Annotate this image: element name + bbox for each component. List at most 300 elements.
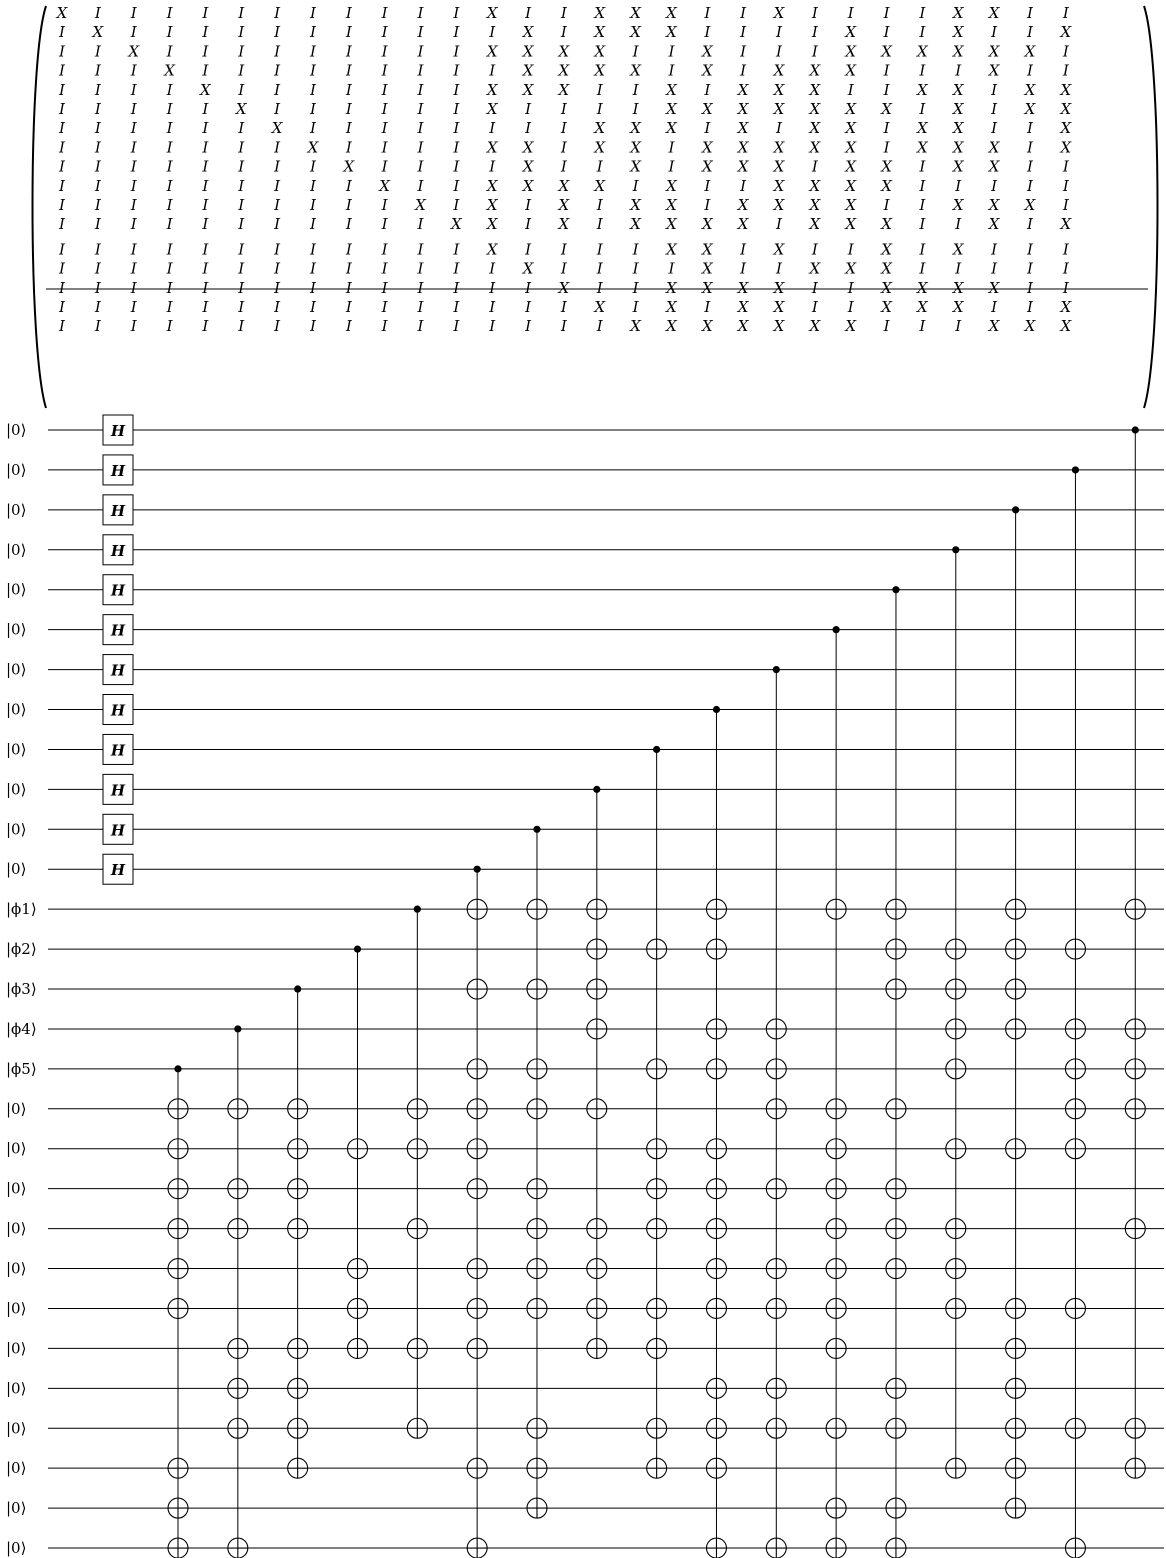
matrix-cell: I [1026, 240, 1033, 259]
matrix-cell: I [668, 157, 675, 176]
matrix-cell: I [596, 278, 603, 297]
matrix-cell: X [486, 240, 498, 259]
matrix-cell: X [522, 259, 534, 278]
matrix-cell: X [666, 100, 677, 118]
cnot-target [168, 1179, 188, 1199]
matrix-cell: X [701, 317, 713, 336]
matrix-cell: I [560, 100, 567, 118]
matrix-cell: I [94, 100, 101, 118]
cnot-target [886, 1219, 906, 1239]
cnot-target [647, 1179, 667, 1199]
matrix-cell: I [94, 317, 101, 336]
cnot-target [1006, 1458, 1026, 1478]
cnot-target [766, 1059, 786, 1079]
matrix-cell: I [202, 119, 209, 138]
matrix-cell: X [1024, 100, 1036, 118]
matrix-cell: X [737, 100, 749, 118]
matrix-cell: I [632, 100, 639, 118]
matrix-cell: X [809, 215, 821, 234]
control-dot [892, 586, 899, 593]
matrix-cell: I [166, 119, 173, 138]
matrix-cell: I [166, 196, 173, 214]
cnot-target [527, 899, 547, 919]
matrix-cell: X [988, 4, 1000, 22]
matrix-cell: X [379, 176, 390, 195]
matrix-cell: X [737, 157, 749, 176]
matrix-cell: I [417, 240, 424, 259]
matrix-cell: I [274, 4, 281, 22]
matrix-cell: I [345, 4, 352, 22]
cnot-target [288, 1338, 308, 1358]
matrix-cell: I [560, 240, 567, 259]
matrix-cell: I [489, 119, 496, 138]
wire-label: |0⟩ [6, 1259, 27, 1278]
cnot-target [1006, 1338, 1026, 1358]
cnot-target [886, 1179, 906, 1199]
matrix-cell: I [59, 240, 65, 259]
matrix-cell: X [630, 61, 641, 80]
matrix-cell: I [309, 240, 316, 259]
wire-label: |0⟩ [6, 1099, 27, 1118]
matrix-cell: I [94, 61, 101, 80]
matrix-cell: X [952, 42, 964, 61]
matrix-cell: X [988, 138, 1000, 157]
matrix-cell: I [381, 138, 388, 157]
matrix-cell: I [919, 259, 926, 278]
cnot-target [1006, 1139, 1026, 1159]
matrix-cell: I [345, 196, 352, 214]
matrix-cell: X [701, 61, 713, 80]
matrix-cell: I [955, 259, 962, 278]
matrix-cell: I [238, 119, 245, 138]
hadamard-gate-label: H [110, 861, 126, 880]
cnot-target [467, 1179, 487, 1199]
matrix-cell: X [773, 61, 785, 80]
cnot-target [1125, 1059, 1145, 1079]
matrix-cell: I [166, 42, 173, 61]
matrix-cell: I [238, 4, 245, 22]
cnot-target [706, 1139, 726, 1159]
cnot-target [467, 1298, 487, 1318]
matrix-cell: X [666, 23, 677, 42]
matrix-cell: I [59, 80, 65, 99]
matrix-cell: I [130, 138, 137, 157]
matrix-cell: I [238, 240, 245, 259]
cnot-target [527, 1219, 547, 1239]
matrix-cell: X [809, 196, 821, 214]
cnot-target [886, 1259, 906, 1279]
matrix-cell: X [952, 240, 964, 259]
matrix-cell: I [919, 317, 926, 336]
matrix-cell: I [453, 298, 460, 316]
wire-label: |ϕ5⟩ [6, 1059, 37, 1078]
matrix-cell: I [238, 196, 245, 214]
matrix-cell: X [845, 157, 857, 176]
matrix-cell: I [238, 61, 245, 80]
matrix-cell: I [1062, 278, 1069, 297]
matrix-cell: X [666, 176, 677, 195]
cnot-target [1006, 979, 1026, 999]
matrix-cell: X [701, 240, 713, 259]
matrix-cell: X [845, 23, 857, 42]
matrix-cell: X [92, 23, 104, 42]
cnot-target [886, 1378, 906, 1398]
matrix-cell: I [668, 138, 675, 157]
matrix-cell: I [740, 4, 747, 22]
matrix-cell: I [381, 119, 388, 138]
matrix-cell: I [59, 42, 65, 61]
matrix-cell: X [952, 119, 964, 138]
matrix-cell: I [274, 196, 281, 214]
matrix-cell: X [917, 42, 928, 61]
control-dot [354, 945, 361, 952]
matrix-cell: I [309, 278, 316, 297]
matrix-cell: I [345, 317, 352, 336]
cnot-target [706, 1019, 726, 1039]
matrix-cell: I [202, 278, 209, 297]
matrix-cell: I [238, 23, 245, 42]
matrix-cell: I [94, 80, 101, 99]
matrix-cell: I [309, 119, 316, 138]
matrix-cell: X [1060, 80, 1072, 99]
matrix-cell: X [558, 278, 570, 297]
wire-label: |0⟩ [6, 1459, 27, 1478]
matrix-cell: X [701, 278, 713, 297]
matrix-right-paren [1144, 6, 1158, 408]
matrix-cell: I [417, 23, 424, 42]
matrix-cell: I [489, 317, 496, 336]
matrix-cell: I [130, 259, 137, 278]
matrix-cell: I [847, 80, 854, 99]
hadamard-gate-label: H [110, 821, 126, 840]
matrix-cell: X [1060, 138, 1072, 157]
cnot-target [587, 1099, 607, 1119]
cnot-target [886, 1538, 906, 1558]
hadamard-gate-label: H [110, 661, 126, 680]
cnot-target [228, 1179, 248, 1199]
matrix-cell: X [630, 215, 641, 234]
cnot-target [228, 1099, 248, 1119]
matrix-cell: I [1026, 259, 1033, 278]
matrix-cell: X [522, 42, 534, 61]
matrix-cell: X [486, 80, 498, 99]
matrix-cell: I [525, 119, 532, 138]
cnot-target [1006, 899, 1026, 919]
cnot-target [706, 1538, 726, 1558]
matrix-cell: I [345, 61, 352, 80]
matrix-cell: I [453, 176, 460, 195]
matrix-cell: I [740, 23, 747, 42]
cnot-target [1006, 1498, 1026, 1518]
matrix-cell: X [952, 157, 964, 176]
matrix-cell: I [94, 138, 101, 157]
cnot-target [168, 1538, 188, 1558]
control-dot [474, 866, 481, 873]
matrix-cell: X [486, 215, 498, 234]
wire-label: |0⟩ [6, 780, 27, 799]
matrix-cell: X [1060, 119, 1072, 138]
matrix-cell: X [773, 80, 785, 99]
cnot-target [407, 1418, 427, 1438]
matrix-cell: X [737, 278, 749, 297]
matrix-cell: X [809, 100, 821, 118]
wire-label: |0⟩ [6, 1539, 27, 1558]
matrix-cell: X [307, 138, 319, 157]
matrix-cell: I [309, 23, 316, 42]
matrix-cell: I [453, 157, 460, 176]
matrix-cell: X [1024, 317, 1036, 336]
matrix-cell: I [130, 176, 137, 195]
matrix-cell: X [594, 119, 606, 138]
matrix-cell: I [202, 196, 209, 214]
matrix-cell: X [701, 100, 713, 118]
cnot-target [168, 1498, 188, 1518]
cnot-target [1006, 1019, 1026, 1039]
matrix-cell: I [166, 157, 173, 176]
matrix-cell: I [883, 317, 890, 336]
matrix-cell: I [94, 119, 101, 138]
cnot-target [647, 1059, 667, 1079]
matrix-cell: I [955, 176, 962, 195]
matrix-cell: I [668, 42, 675, 61]
matrix-cell: I [776, 259, 782, 278]
matrix-cell: I [883, 23, 890, 42]
control-dot [773, 666, 780, 673]
matrix-cell: I [130, 298, 137, 316]
cnot-target [228, 1378, 248, 1398]
cnot-target [946, 979, 966, 999]
matrix-cell: X [56, 4, 68, 22]
matrix-cell: X [845, 61, 857, 80]
matrix-cell: I [704, 80, 711, 99]
cnot-target [587, 1298, 607, 1318]
cnot-target [407, 1338, 427, 1358]
matrix-cell: I [238, 298, 245, 316]
cnot-target [826, 1298, 846, 1318]
cnot-target [946, 1259, 966, 1279]
matrix-cell: I [130, 119, 137, 138]
control-dot [713, 706, 720, 713]
cnot-target [527, 1458, 547, 1478]
cnot-target [706, 1298, 726, 1318]
matrix-cell: X [917, 298, 928, 316]
matrix-cell: X [630, 119, 641, 138]
matrix-cell: I [453, 23, 460, 42]
matrix-cell: I [238, 317, 245, 336]
matrix-cell: I [525, 317, 532, 336]
matrix-cell: X [809, 138, 821, 157]
matrix-cell: I [166, 138, 173, 157]
matrix-cell: X [200, 80, 211, 99]
cnot-target [706, 899, 726, 919]
matrix-cell: I [202, 176, 209, 195]
matrix-cell: X [952, 23, 964, 42]
cnot-target [1065, 1019, 1085, 1039]
cnot-target [647, 1458, 667, 1478]
wire-label: |0⟩ [6, 1219, 27, 1238]
matrix-cell: I [704, 23, 711, 42]
matrix-cell: X [486, 196, 498, 214]
wire-label: |0⟩ [6, 1499, 27, 1518]
wire-label: |0⟩ [6, 660, 27, 679]
cnot-target [1006, 1418, 1026, 1438]
matrix-cell: I [166, 4, 173, 22]
cnot-target [587, 939, 607, 959]
hadamard-gate-label: H [110, 781, 126, 800]
matrix-cell: I [274, 240, 281, 259]
cnot-target [587, 1019, 607, 1039]
matrix-cell: I [704, 4, 711, 22]
cnot-target [407, 1139, 427, 1159]
matrix-cell: I [596, 259, 603, 278]
matrix-cell: I [489, 23, 496, 42]
cnot-target [766, 1538, 786, 1558]
matrix-cell: I [274, 298, 281, 316]
matrix-cell: I [453, 61, 460, 80]
matrix-cell: I [309, 196, 316, 214]
matrix-cell: I [130, 4, 137, 22]
matrix-cell: X [737, 298, 749, 316]
matrix-cell: I [883, 196, 890, 214]
matrix-cell: I [883, 119, 890, 138]
matrix-cell: I [489, 298, 496, 316]
matrix-cell: I [381, 215, 388, 234]
matrix-cell: I [991, 23, 998, 42]
matrix-cell: X [809, 259, 821, 278]
matrix-cell: X [594, 176, 606, 195]
matrix-cell: X [594, 23, 606, 42]
matrix-cell: I [991, 240, 998, 259]
matrix-cell: X [701, 259, 713, 278]
cnot-target [706, 1059, 726, 1079]
matrix-cell: I [274, 215, 281, 234]
cnot-target [886, 1418, 906, 1438]
wire-label: |0⟩ [6, 740, 27, 759]
matrix-cell: I [59, 138, 65, 157]
cnot-target [1125, 899, 1145, 919]
matrix-cell: X [773, 278, 785, 297]
matrix-cell: X [1060, 100, 1072, 118]
matrix-cell: I [991, 100, 998, 118]
matrix-cell: I [560, 23, 567, 42]
matrix-cell: I [202, 259, 209, 278]
matrix-cell: X [701, 157, 713, 176]
control-dot [414, 906, 421, 913]
matrix-cell: I [847, 278, 854, 297]
cnot-target [288, 1139, 308, 1159]
cnot-target [288, 1099, 308, 1119]
control-dot [533, 826, 540, 833]
matrix-cell: X [881, 240, 892, 259]
matrix-cell: I [1026, 4, 1033, 22]
matrix-cell: I [345, 176, 352, 195]
cnot-target [467, 1059, 487, 1079]
matrix-cell: X [917, 80, 928, 99]
matrix-cell: I [130, 240, 137, 259]
matrix-cell: I [309, 80, 316, 99]
cnot-target [467, 1338, 487, 1358]
matrix-cell: I [59, 100, 65, 118]
matrix-cell: I [489, 157, 496, 176]
cnot-target [647, 1418, 667, 1438]
matrix-cell: I [238, 157, 245, 176]
hadamard-gate-label: H [110, 621, 126, 640]
matrix-cell: X [988, 196, 1000, 214]
matrix-cell: I [919, 4, 926, 22]
matrix-cell: I [1026, 119, 1033, 138]
matrix-cell: I [919, 196, 926, 214]
matrix-cell: X [666, 215, 677, 234]
matrix-cell: I [166, 80, 173, 99]
matrix-cell: I [130, 100, 137, 118]
cnot-target [1006, 1378, 1026, 1398]
cnot-target [826, 1099, 846, 1119]
matrix-cell: I [166, 317, 173, 336]
cnot-target [407, 1099, 427, 1119]
matrix-cell: X [737, 317, 749, 336]
matrix-cell: I [417, 278, 424, 297]
cnot-target [766, 1099, 786, 1119]
matrix-cell: I [596, 240, 603, 259]
cnot-target [1125, 1019, 1145, 1039]
cnot-target [886, 1099, 906, 1119]
matrix-cell: X [343, 157, 355, 176]
matrix-cell: X [952, 278, 964, 297]
matrix-cell: X [845, 215, 857, 234]
matrix-cell: I [202, 298, 209, 316]
matrix-cell: X [952, 298, 964, 316]
matrix-cell: I [309, 61, 316, 80]
wire-label: |ϕ4⟩ [6, 1019, 37, 1038]
cnot-target [1125, 1418, 1145, 1438]
cnot-target [347, 1338, 367, 1358]
cnot-target [766, 1019, 786, 1039]
matrix-cell: X [952, 138, 964, 157]
matrix-cell: X [773, 4, 785, 22]
matrix-cell: I [776, 215, 782, 234]
matrix-cell: X [737, 138, 749, 157]
matrix-cell: I [1062, 259, 1069, 278]
cnot-target [826, 1139, 846, 1159]
matrix-cell: I [309, 42, 316, 61]
cnot-target [288, 1179, 308, 1199]
matrix-cell: I [847, 240, 854, 259]
matrix-cell: X [594, 298, 606, 316]
control-dot [952, 546, 959, 553]
matrix-cell: X [917, 278, 928, 297]
matrix-cell: X [773, 317, 785, 336]
matrix-cell: X [666, 80, 677, 99]
matrix-cell: X [737, 196, 749, 214]
cnot-target [706, 1378, 726, 1398]
matrix-cell: I [309, 215, 316, 234]
cnot-target [527, 1298, 547, 1318]
matrix-cell: I [381, 157, 388, 176]
cnot-target [1006, 1298, 1026, 1318]
matrix-cell: X [809, 61, 821, 80]
wire-label: |0⟩ [6, 421, 27, 439]
matrix-cell: I [130, 196, 137, 214]
matrix-cell: X [486, 138, 498, 157]
wire-label: |ϕ1⟩ [6, 900, 37, 919]
matrix-cell: X [773, 196, 785, 214]
matrix-cell: I [59, 176, 65, 195]
matrix-cell: I [94, 4, 101, 22]
matrix-cell: I [166, 278, 173, 297]
control-dot [294, 985, 301, 992]
cnot-target [766, 1298, 786, 1318]
matrix-cell: I [202, 61, 209, 80]
